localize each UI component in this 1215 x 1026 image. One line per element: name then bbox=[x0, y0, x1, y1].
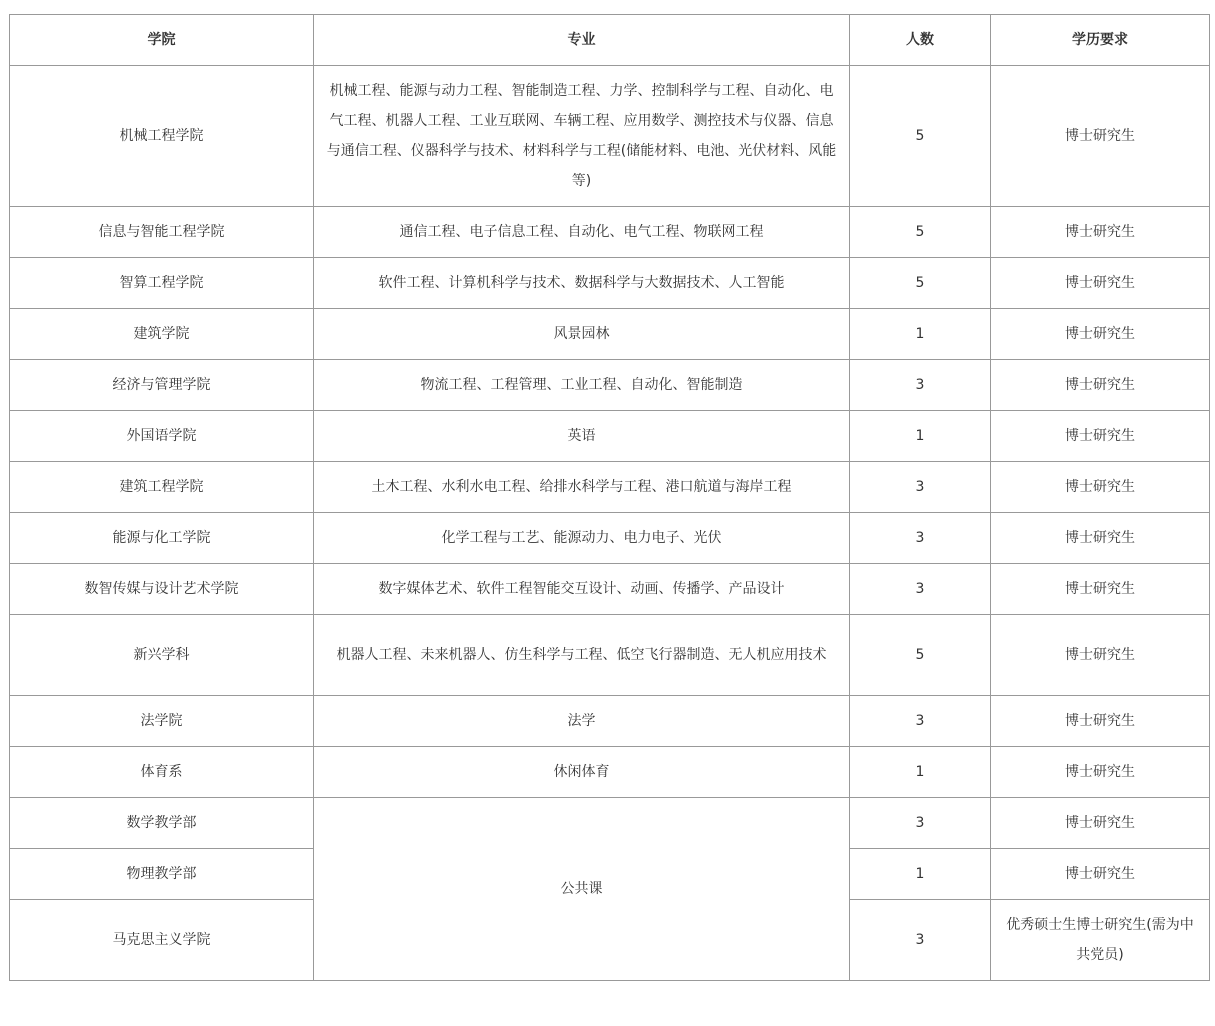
college-cell: 新兴学科 bbox=[10, 615, 314, 696]
table-row bbox=[10, 66, 1210, 207]
college-cell: 体育系 bbox=[10, 747, 314, 798]
major-cell: 物流工程、工程管理、工业工程、自动化、智能制造 bbox=[314, 360, 850, 411]
college-cell: 法学院 bbox=[10, 696, 314, 747]
header-college: 学院 bbox=[10, 15, 314, 66]
major-cell: 机器人工程、未来机器人、仿生科学与工程、低空飞行器制造、无人机应用技术 bbox=[314, 615, 850, 696]
table-row bbox=[10, 462, 1210, 513]
count-cell: 5 bbox=[850, 258, 991, 309]
college-cell: 马克思主义学院 bbox=[10, 900, 314, 981]
table-row bbox=[10, 747, 1210, 798]
degree-cell: 博士研究生 bbox=[991, 564, 1210, 615]
college-cell: 数学教学部 bbox=[10, 798, 314, 849]
college-cell: 机械工程学院 bbox=[10, 66, 314, 207]
table-row bbox=[10, 798, 1210, 849]
table-row bbox=[10, 615, 1210, 696]
count-cell: 3 bbox=[850, 900, 991, 981]
major-cell-merged: 公共课 bbox=[314, 798, 850, 981]
major-cell: 风景园林 bbox=[314, 309, 850, 360]
table-row bbox=[10, 513, 1210, 564]
college-cell: 能源与化工学院 bbox=[10, 513, 314, 564]
count-cell: 5 bbox=[850, 207, 991, 258]
degree-cell: 优秀硕士生博士研究生(需为中共党员) bbox=[991, 900, 1210, 981]
table-row bbox=[10, 360, 1210, 411]
degree-cell: 博士研究生 bbox=[991, 207, 1210, 258]
degree-cell: 博士研究生 bbox=[991, 513, 1210, 564]
recruitment-table bbox=[9, 14, 1210, 981]
degree-cell: 博士研究生 bbox=[991, 462, 1210, 513]
count-cell: 1 bbox=[850, 849, 991, 900]
college-cell: 外国语学院 bbox=[10, 411, 314, 462]
table-row bbox=[10, 309, 1210, 360]
major-cell: 化学工程与工艺、能源动力、电力电子、光伏 bbox=[314, 513, 850, 564]
college-cell: 物理教学部 bbox=[10, 849, 314, 900]
college-cell: 智算工程学院 bbox=[10, 258, 314, 309]
degree-cell: 博士研究生 bbox=[991, 696, 1210, 747]
degree-cell: 博士研究生 bbox=[991, 360, 1210, 411]
degree-cell: 博士研究生 bbox=[991, 309, 1210, 360]
degree-cell: 博士研究生 bbox=[991, 66, 1210, 207]
count-cell: 1 bbox=[850, 747, 991, 798]
table-row bbox=[10, 207, 1210, 258]
count-cell: 3 bbox=[850, 513, 991, 564]
college-cell: 建筑工程学院 bbox=[10, 462, 314, 513]
table-row bbox=[10, 696, 1210, 747]
count-cell: 1 bbox=[850, 309, 991, 360]
major-cell: 机械工程、能源与动力工程、智能制造工程、力学、控制科学与工程、自动化、电气工程、机器人工程、工业互联网、车辆工程、应用数学、测控技术与仪器、信息与通信工程、仪器科学与技术、材料科学与工程(储能材料、电池、光伏材料、风能等) bbox=[314, 66, 850, 207]
major-cell: 通信工程、电子信息工程、自动化、电气工程、物联网工程 bbox=[314, 207, 850, 258]
degree-cell: 博士研究生 bbox=[991, 615, 1210, 696]
count-cell: 5 bbox=[850, 66, 991, 207]
degree-cell: 博士研究生 bbox=[991, 747, 1210, 798]
count-cell: 3 bbox=[850, 462, 991, 513]
table-row bbox=[10, 258, 1210, 309]
count-cell: 3 bbox=[850, 798, 991, 849]
header-major: 专业 bbox=[314, 15, 850, 66]
count-cell: 5 bbox=[850, 615, 991, 696]
header-degree: 学历要求 bbox=[991, 15, 1210, 66]
degree-cell: 博士研究生 bbox=[991, 411, 1210, 462]
header-count: 人数 bbox=[850, 15, 991, 66]
major-cell: 休闲体育 bbox=[314, 747, 850, 798]
major-cell: 软件工程、计算机科学与技术、数据科学与大数据技术、人工智能 bbox=[314, 258, 850, 309]
major-cell: 法学 bbox=[314, 696, 850, 747]
degree-cell: 博士研究生 bbox=[991, 798, 1210, 849]
college-cell: 数智传媒与设计艺术学院 bbox=[10, 564, 314, 615]
major-cell: 英语 bbox=[314, 411, 850, 462]
count-cell: 3 bbox=[850, 360, 991, 411]
college-cell: 建筑学院 bbox=[10, 309, 314, 360]
count-cell: 3 bbox=[850, 696, 991, 747]
table-row bbox=[10, 411, 1210, 462]
count-cell: 1 bbox=[850, 411, 991, 462]
count-cell: 3 bbox=[850, 564, 991, 615]
major-cell: 数字媒体艺术、软件工程智能交互设计、动画、传播学、产品设计 bbox=[314, 564, 850, 615]
table-header-row bbox=[10, 15, 1210, 66]
college-cell: 信息与智能工程学院 bbox=[10, 207, 314, 258]
major-cell: 土木工程、水利水电工程、给排水科学与工程、港口航道与海岸工程 bbox=[314, 462, 850, 513]
degree-cell: 博士研究生 bbox=[991, 849, 1210, 900]
college-cell: 经济与管理学院 bbox=[10, 360, 314, 411]
degree-cell: 博士研究生 bbox=[991, 258, 1210, 309]
table-row bbox=[10, 564, 1210, 615]
